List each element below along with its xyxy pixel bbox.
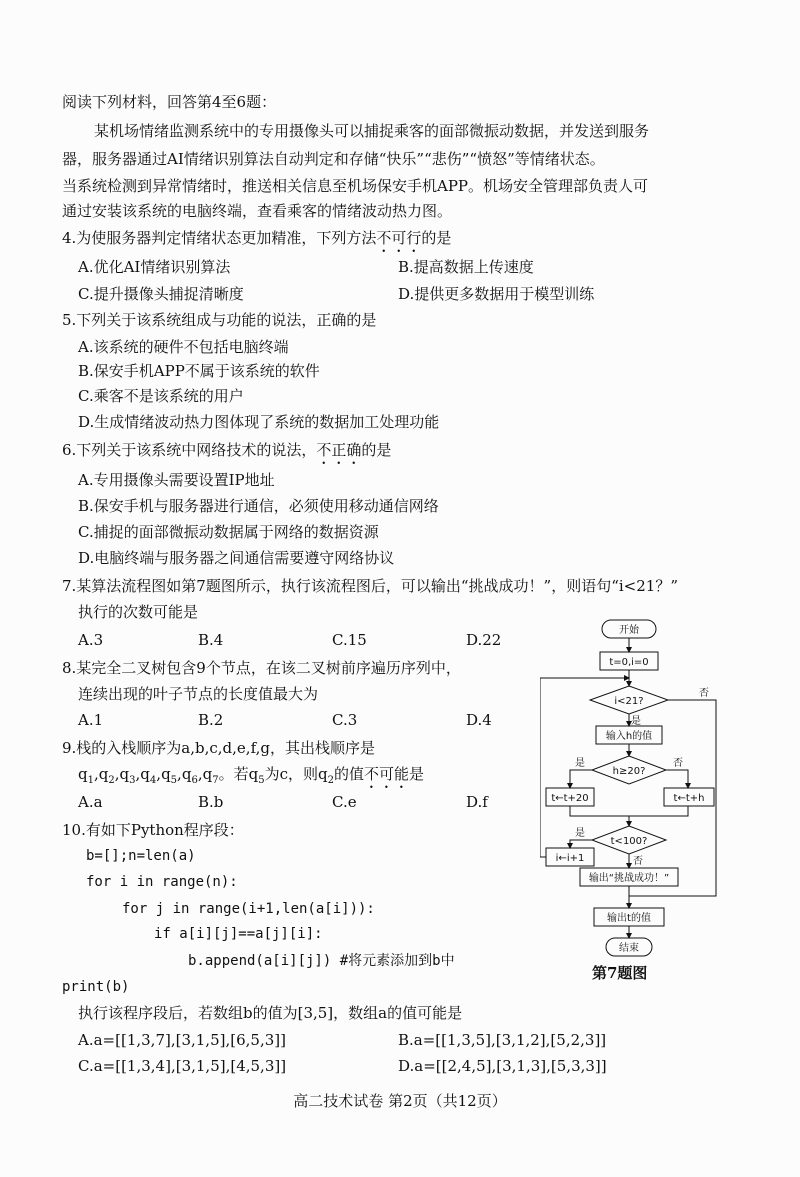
q8-stem-line-2: 连续出现的叶子节点的长度值最大为 <box>78 685 319 703</box>
q4-stem-pre: 4.为使服务器判定情绪状态更加精准，下列方法 <box>62 229 377 247</box>
flow-incr-label: i←i+1 <box>555 853 585 864</box>
q9-seq-6: $q_6$, <box>181 765 203 786</box>
q7-option-c: C.15 <box>332 631 367 649</box>
flow-cond1-yes-label: 是 <box>631 716 641 727</box>
q9-stem-mid: 。若q <box>218 765 259 783</box>
q10-code-line-1: b=[];n=len(a) <box>86 848 196 864</box>
q10-option-d: D.a=[[2,4,5],[3,1,3],[5,3,3]] <box>398 1057 607 1075</box>
q5-option-a: A.该系统的硬件不包括电脑终端 <box>78 338 289 356</box>
flow-cond1-label: i<21? <box>614 696 644 707</box>
q9-seq-3: $q_3$, <box>119 765 141 786</box>
q6-stem-pre: 6.下列关于该系统中网络技术的说法， <box>62 441 317 459</box>
flow-right-assign-label: t←t+h <box>673 793 705 804</box>
q4-option-c: C.提升摄像头捕捉清晰度 <box>78 285 244 303</box>
flow-init-label: t=0,i=0 <box>609 657 649 668</box>
q4-option-d: D.提供更多数据用于模型训练 <box>398 285 595 303</box>
q8-option-a: A.1 <box>78 711 104 729</box>
q9-stem-mid-sub: 5 <box>258 775 265 786</box>
flow-cond1-no-label: 否 <box>699 688 709 699</box>
q9-stem-mid3: 的值 <box>333 765 364 783</box>
flowchart-caption: 第7题图 <box>592 964 648 982</box>
material-line-2: 器，服务器通过AI情绪识别算法自动判定和存储“快乐”“悲伤”“愤怒”等情绪状态。 <box>62 150 605 168</box>
q9-seq-1: $q_1$, <box>78 765 99 786</box>
q10-option-a: A.a=[[1,3,7],[3,1,5],[6,5,3]] <box>78 1031 286 1049</box>
q4-stem-emphasis: 不可行 <box>376 229 422 247</box>
q9-stem-mid2-sub: 2 <box>327 775 334 786</box>
intro-text: 阅读下列材料，回答第4至6题： <box>62 93 277 111</box>
q9-seq-2: $q_2$, <box>98 765 120 786</box>
q6-option-d: D.电脑终端与服务器之间通信需要遵守网络协议 <box>78 549 395 567</box>
q9-seq-4: $q_4$, <box>140 765 162 786</box>
q10-code-line-3: for j in range(i+1,len(a[i])): <box>122 901 375 917</box>
flow-cond2-label: h≥20? <box>612 766 646 777</box>
q9-stem-line-2 <box>78 764 424 792</box>
q6-option-b: B.保安手机与服务器进行通信，必须使用移动通信网络 <box>78 497 439 515</box>
q4-stem <box>62 228 451 256</box>
q9-option-a: A.a <box>78 793 103 811</box>
q9-stem-mid2: 为c，则q <box>264 765 328 783</box>
q7-stem-line-1: 7.某算法流程图如第7题图所示，执行该流程图后，可以输出“挑战成功！”，则语句“i<21？” <box>62 577 678 595</box>
q9-seq-5: $q_5$, <box>161 765 182 786</box>
q5-option-b: B.保安手机APP不属于该系统的软件 <box>78 362 320 380</box>
flow-end-label: 结束 <box>619 943 639 954</box>
q4-stem-post: 的是 <box>421 229 452 247</box>
material-line-1: 某机场情绪监测系统中的专用摄像头可以捕捉乘客的面部微振动数据，并发送到服务 <box>94 122 650 140</box>
flow-cond3-yes-label: 是 <box>575 828 585 839</box>
material-line-3: 当系统检测到异常情绪时，推送相关信息至机场保安手机APP。机场安全管理部负责人可 <box>62 177 649 195</box>
flow-cond2-no-label: 否 <box>673 758 683 769</box>
q5-option-c: C.乘客不是该系统的用户 <box>78 387 244 405</box>
flow-start-label: 开始 <box>619 625 639 636</box>
q9-stem-line-1: 9.栈的入栈顺序为a,b,c,d,e,f,g，其出栈顺序是 <box>62 739 375 757</box>
q8-stem-line-1: 8.某完全二叉树包含9个节点，在该二叉树前序遍历序列中， <box>62 659 461 677</box>
q6-stem <box>62 440 391 468</box>
flow-success-label: 输出“挑战成功！” <box>588 873 670 884</box>
q4-option-b: B.提高数据上传速度 <box>398 258 534 276</box>
q6-stem-post: 的是 <box>361 441 392 459</box>
q9-stem-post: 是 <box>408 765 424 783</box>
page-footer: 高二技术试卷 第2页（共12页） <box>293 1092 507 1110</box>
q7-stem-line-2: 执行的次数可能是 <box>78 603 199 621</box>
flow-output-label: 输出t的值 <box>607 913 651 924</box>
flow-input-label: 输入h的值 <box>605 731 653 742</box>
q5-stem: 5.下列关于该系统组成与功能的说法，正确的是 <box>62 311 377 329</box>
flow-left-assign-label: t←t+20 <box>551 793 589 804</box>
q6-option-c: C.捕捉的面部微振动数据属于网络的数据资源 <box>78 523 379 541</box>
q9-seq-7: $q_7$ <box>202 765 219 786</box>
q7-flowchart <box>540 612 720 962</box>
q9-stem-emphasis: 不可能 <box>363 765 409 783</box>
q9-option-d: D.f <box>466 793 488 811</box>
flow-cond2-yes-label: 是 <box>575 758 585 769</box>
q8-option-c: C.3 <box>332 711 358 729</box>
material-line-4: 通过安装该系统的电脑终端，查看乘客的情绪波动热力图。 <box>62 202 453 220</box>
q10-code-line-4: if a[i][j]==a[j][i]: <box>154 926 323 942</box>
flow-cond3-no-label: 否 <box>633 856 643 867</box>
q9-option-c: C.e <box>332 793 357 811</box>
q7-option-a: A.3 <box>78 631 104 649</box>
q9-option-b: B.b <box>198 793 224 811</box>
flow-cond3-label: t<100? <box>610 836 648 847</box>
q5-option-d: D.生成情绪波动热力图体现了系统的数据加工处理功能 <box>78 413 440 431</box>
q7-option-d: D.22 <box>466 631 502 649</box>
q10-code-line-2: for i in range(n): <box>86 874 238 890</box>
q7-option-b: B.4 <box>198 631 224 649</box>
q10-stem: 10.有如下Python程序段： <box>62 821 244 839</box>
q10-option-c: C.a=[[1,3,4],[3,1,5],[4,5,3]] <box>78 1057 287 1075</box>
q10-option-b: B.a=[[1,3,5],[3,1,2],[5,2,3]] <box>398 1031 607 1049</box>
q8-option-d: D.4 <box>466 711 492 729</box>
q10-code-line-6: print(b) <box>62 979 130 995</box>
q4-option-a: A.优化AI情绪识别算法 <box>78 258 231 276</box>
q6-option-a: A.专用摄像头需要设置IP地址 <box>78 471 275 489</box>
q8-option-b: B.2 <box>198 711 224 729</box>
q10-question: 执行该程序段后，若数组b的值为[3,5]，数组a的值可能是 <box>78 1004 463 1022</box>
q6-stem-emphasis: 不正确 <box>316 441 362 459</box>
q10-code-line-5: b.append(a[i][j]) #将元素添加到b中 <box>188 953 455 969</box>
